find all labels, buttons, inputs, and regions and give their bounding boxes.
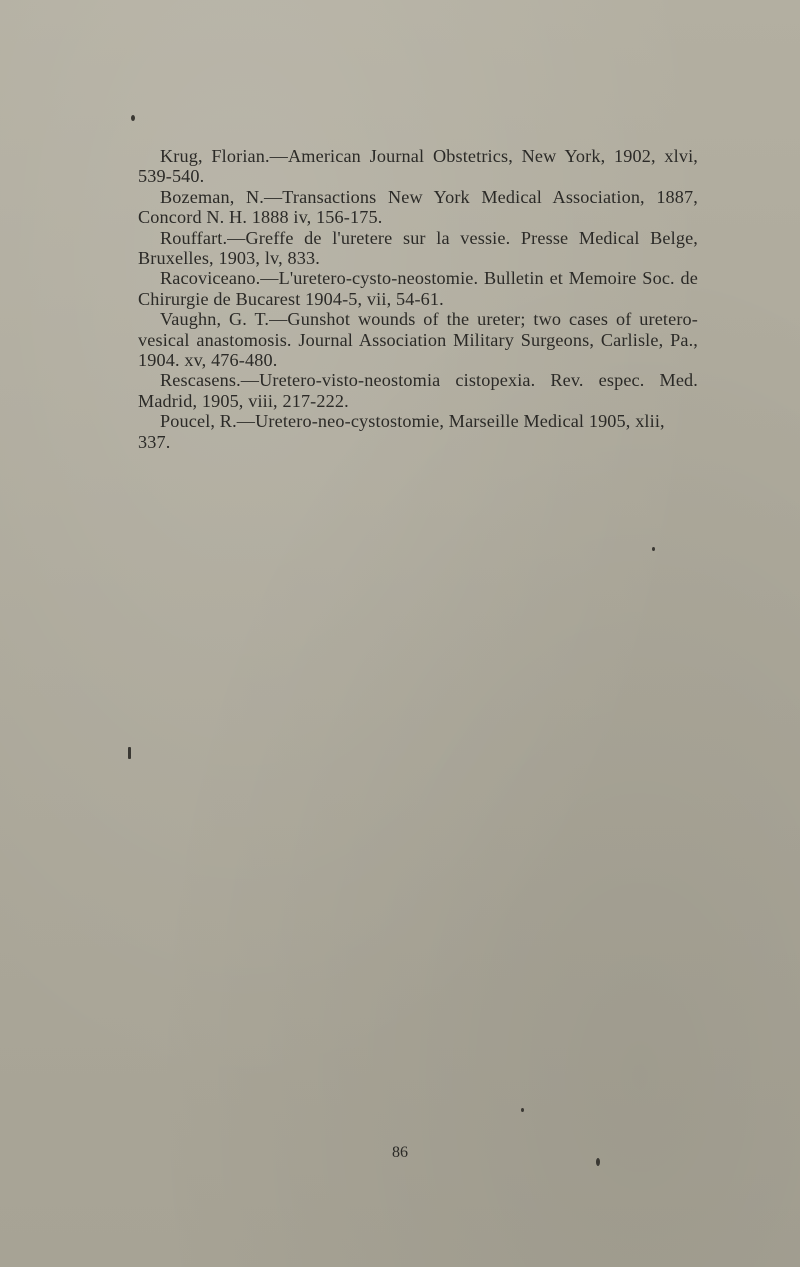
reference-entry: Bozeman, N.—Transactions New York Medical Association, 1887, Concord N. H. 1888 iv, 156-175.: [138, 186, 698, 228]
reference-entry: Rouffart.—Greffe de l'uretere sur la vessie. Presse Medical Belge, Bruxelles, 1903, lv, 833.: [138, 227, 698, 269]
reference-entry: Vaughn, G. T.—Gunshot wounds of the ureter; two cases of uretero-vesical anastomosis. Journal Association Military Surgeons, Carlisle, Pa., 1904. xv, 476-480.: [138, 309, 698, 371]
ink-speck: [521, 1108, 524, 1112]
page-number: 86: [392, 1144, 408, 1161]
reference-entry: Krug, Florian.—American Journal Obstetrics, New York, 1902, xlvi, 539-540.: [138, 146, 698, 187]
ink-speck: [652, 547, 655, 551]
reference-entry: Poucel, R.—Uretero-neo-cystostomie, Marseille Medical 1905, xlii, 337.: [138, 411, 665, 452]
reference-entry: Rescasens.—Uretero-visto-neostomia cistopexia. Rev. espec. Med. Madrid, 1905, viii, 217-222.: [138, 370, 698, 411]
ink-speck: [131, 115, 135, 121]
reference-entry: Racoviceano.—L'uretero-cysto-neostomie. Bulletin et Memoire Soc. de Chirurgie de Bucarest 1904-5, vii, 54-61.: [138, 268, 698, 309]
reference-list: [138, 146, 698, 452]
ink-speck: [128, 747, 131, 759]
